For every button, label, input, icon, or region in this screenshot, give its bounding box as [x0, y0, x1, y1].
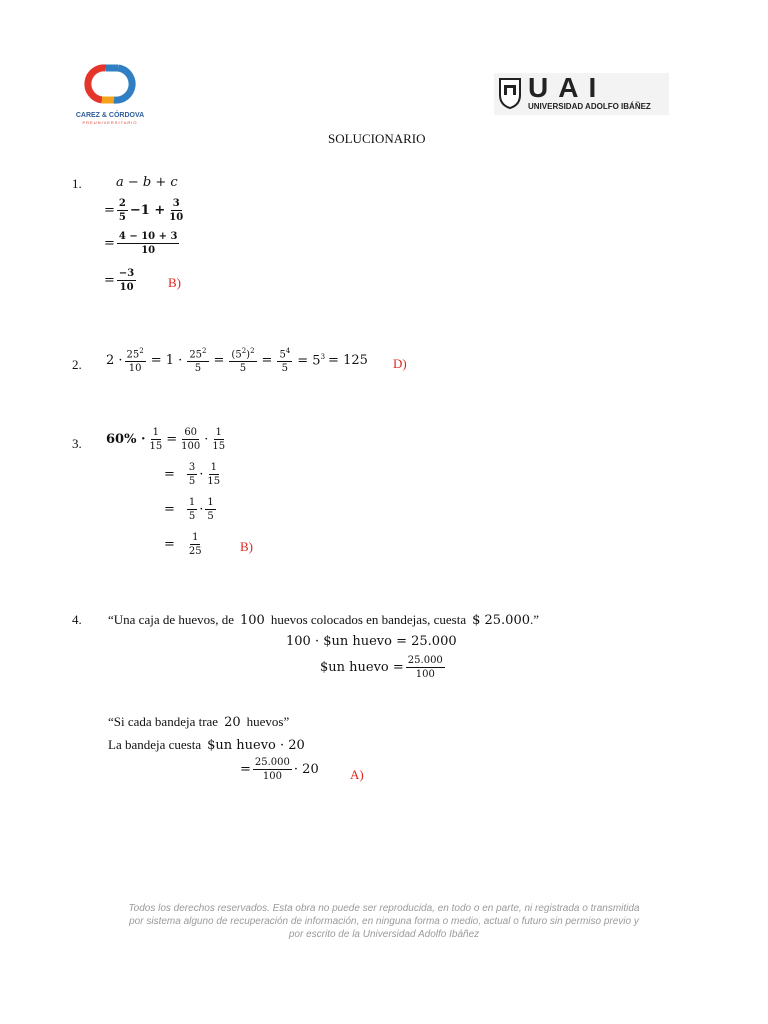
page-title: SOLUCIONARIO [328, 131, 426, 146]
problem-2-number: 2. [72, 357, 82, 372]
fraction: $\frac{1}{5}$ [188, 497, 196, 522]
term: · [199, 467, 204, 482]
term: −1 + [129, 203, 166, 218]
term: $un huevo = [320, 660, 404, 675]
fraction: $\frac{3}{10}$ [169, 198, 184, 223]
equals: = [164, 502, 175, 517]
equals: = [213, 352, 225, 368]
carez-cordova-logo-text: CAREZ & CÓRDOVA [75, 112, 145, 119]
fraction: $\frac{25^2}{10}$ [126, 347, 144, 375]
carez-cordova-logo-subtext: PREUNIVERSITARIO [82, 120, 138, 125]
problem-1-step-2 [104, 231, 181, 256]
term: · [199, 502, 204, 517]
statement-text: huevos colocados en bandejas, cuesta [270, 612, 467, 627]
uai-logo-mark: UAI [528, 72, 607, 103]
statement-text: “Si cada bandeja trae [108, 714, 219, 729]
uai-logo [494, 73, 669, 115]
fraction: $\frac{25.000}{100}$ [407, 655, 443, 680]
fraction: $\frac{1}{5}$ [207, 497, 214, 522]
carez-cordova-logo [72, 60, 148, 125]
equals: = [164, 537, 175, 552]
problem-3-step-2 [164, 462, 224, 487]
term: = 1 · [150, 352, 183, 368]
problem-1-expression: a − b + c [116, 175, 178, 190]
problem-1-step-3 [104, 268, 138, 293]
copyright-footer [60, 902, 708, 941]
statement-price: $ 25.000 [472, 612, 530, 628]
term: · 20 [293, 762, 319, 777]
problem-3-answer: B) [240, 539, 253, 554]
problem-2-answer: D) [393, 356, 407, 371]
fraction: $\frac{(5^2)^2}{5}$ [231, 347, 255, 375]
uai-logo-text: UNIVERSIDAD ADOLFO IBÁÑEZ [528, 102, 651, 111]
problem-4-equation-3 [240, 757, 319, 782]
term: · [204, 432, 209, 447]
fraction: $\frac{3}{5}$ [188, 462, 196, 487]
copyright-line-2: por sistema alguno de recuperación de información, en ninguna forma o medio, actual o futuro sin permiso previo y [129, 916, 639, 927]
statement-text: “Una caja de huevos, de [108, 612, 234, 627]
problem-3-step-4 [164, 532, 206, 557]
equals: = [166, 432, 178, 447]
equals: = [104, 203, 115, 218]
statement-text: .” [530, 612, 540, 627]
term: 2 · [106, 352, 123, 368]
fraction: $\frac{4 - 10 + 3}{10}$ [118, 231, 178, 256]
problem-3-step-3 [164, 497, 218, 522]
fraction: $\frac{2}{5}$ [118, 198, 126, 223]
statement-text: La bandeja cuesta [108, 737, 202, 752]
problem-4-equation-1: 100 · $un huevo = 25.000 [286, 634, 457, 649]
problem-2-expression: 2 · $\frac{25^2}{10}$ = 1 · $\frac{25^2}{5}$ = $\frac{(5^2)^2}{5}$ = $\frac{5^4}{5}$ = $5^3$ = 125 [106, 347, 368, 375]
term: = 125 [328, 352, 368, 368]
problem-1-number: 1. [72, 176, 82, 191]
uai-crest-icon [498, 77, 522, 109]
term: 60% · [106, 432, 146, 447]
problem-1-step-1 [104, 198, 187, 223]
fraction: $\frac{25^2}{5}$ [189, 347, 207, 375]
equals: = [240, 762, 251, 777]
problem-4-statement [108, 612, 539, 628]
problem-4-answer: A) [350, 767, 364, 782]
problem-4-equation-2 [320, 655, 447, 680]
term: $un huevo · 20 [207, 737, 305, 753]
fraction: $\frac{60}{100}$ [181, 427, 201, 452]
fraction: $\frac{5^4}{5}$ [279, 347, 291, 375]
fraction: $\frac{25.000}{100}$ [254, 757, 290, 782]
equals: = [104, 273, 115, 288]
problem-3-number: 3. [72, 436, 82, 451]
statement-number: 20 [224, 714, 241, 730]
equals: = [261, 352, 273, 368]
fraction: $\frac{1}{25}$ [188, 532, 202, 557]
copyright-line-1: Todos los derechos reservados. Esta obra no puede ser reproducida, en todo o en parte, ni registrada o transmitida [128, 903, 640, 914]
problem-4-line-3 [108, 737, 305, 753]
statement-text: huevos” [246, 714, 290, 729]
equals: = [104, 236, 115, 251]
copyright-line-3: por escrito de la Universidad Adolfo Ibáñez [288, 929, 480, 940]
statement-number: 100 [239, 612, 265, 628]
fraction: $\frac{1}{15}$ [212, 427, 226, 452]
fraction: $\frac{1}{15}$ [207, 462, 221, 487]
equals: = [164, 467, 175, 482]
problem-3-step-1 [106, 427, 229, 452]
carez-cordova-logo-mark [72, 60, 148, 108]
fraction: $\frac{1}{15}$ [149, 427, 163, 452]
fraction: $\frac{-3}{10}$ [118, 268, 135, 293]
problem-4-statement-2 [108, 714, 289, 730]
problem-1-answer: B) [168, 275, 181, 290]
problem-4-number: 4. [72, 612, 82, 627]
term: = 5 [297, 352, 321, 368]
